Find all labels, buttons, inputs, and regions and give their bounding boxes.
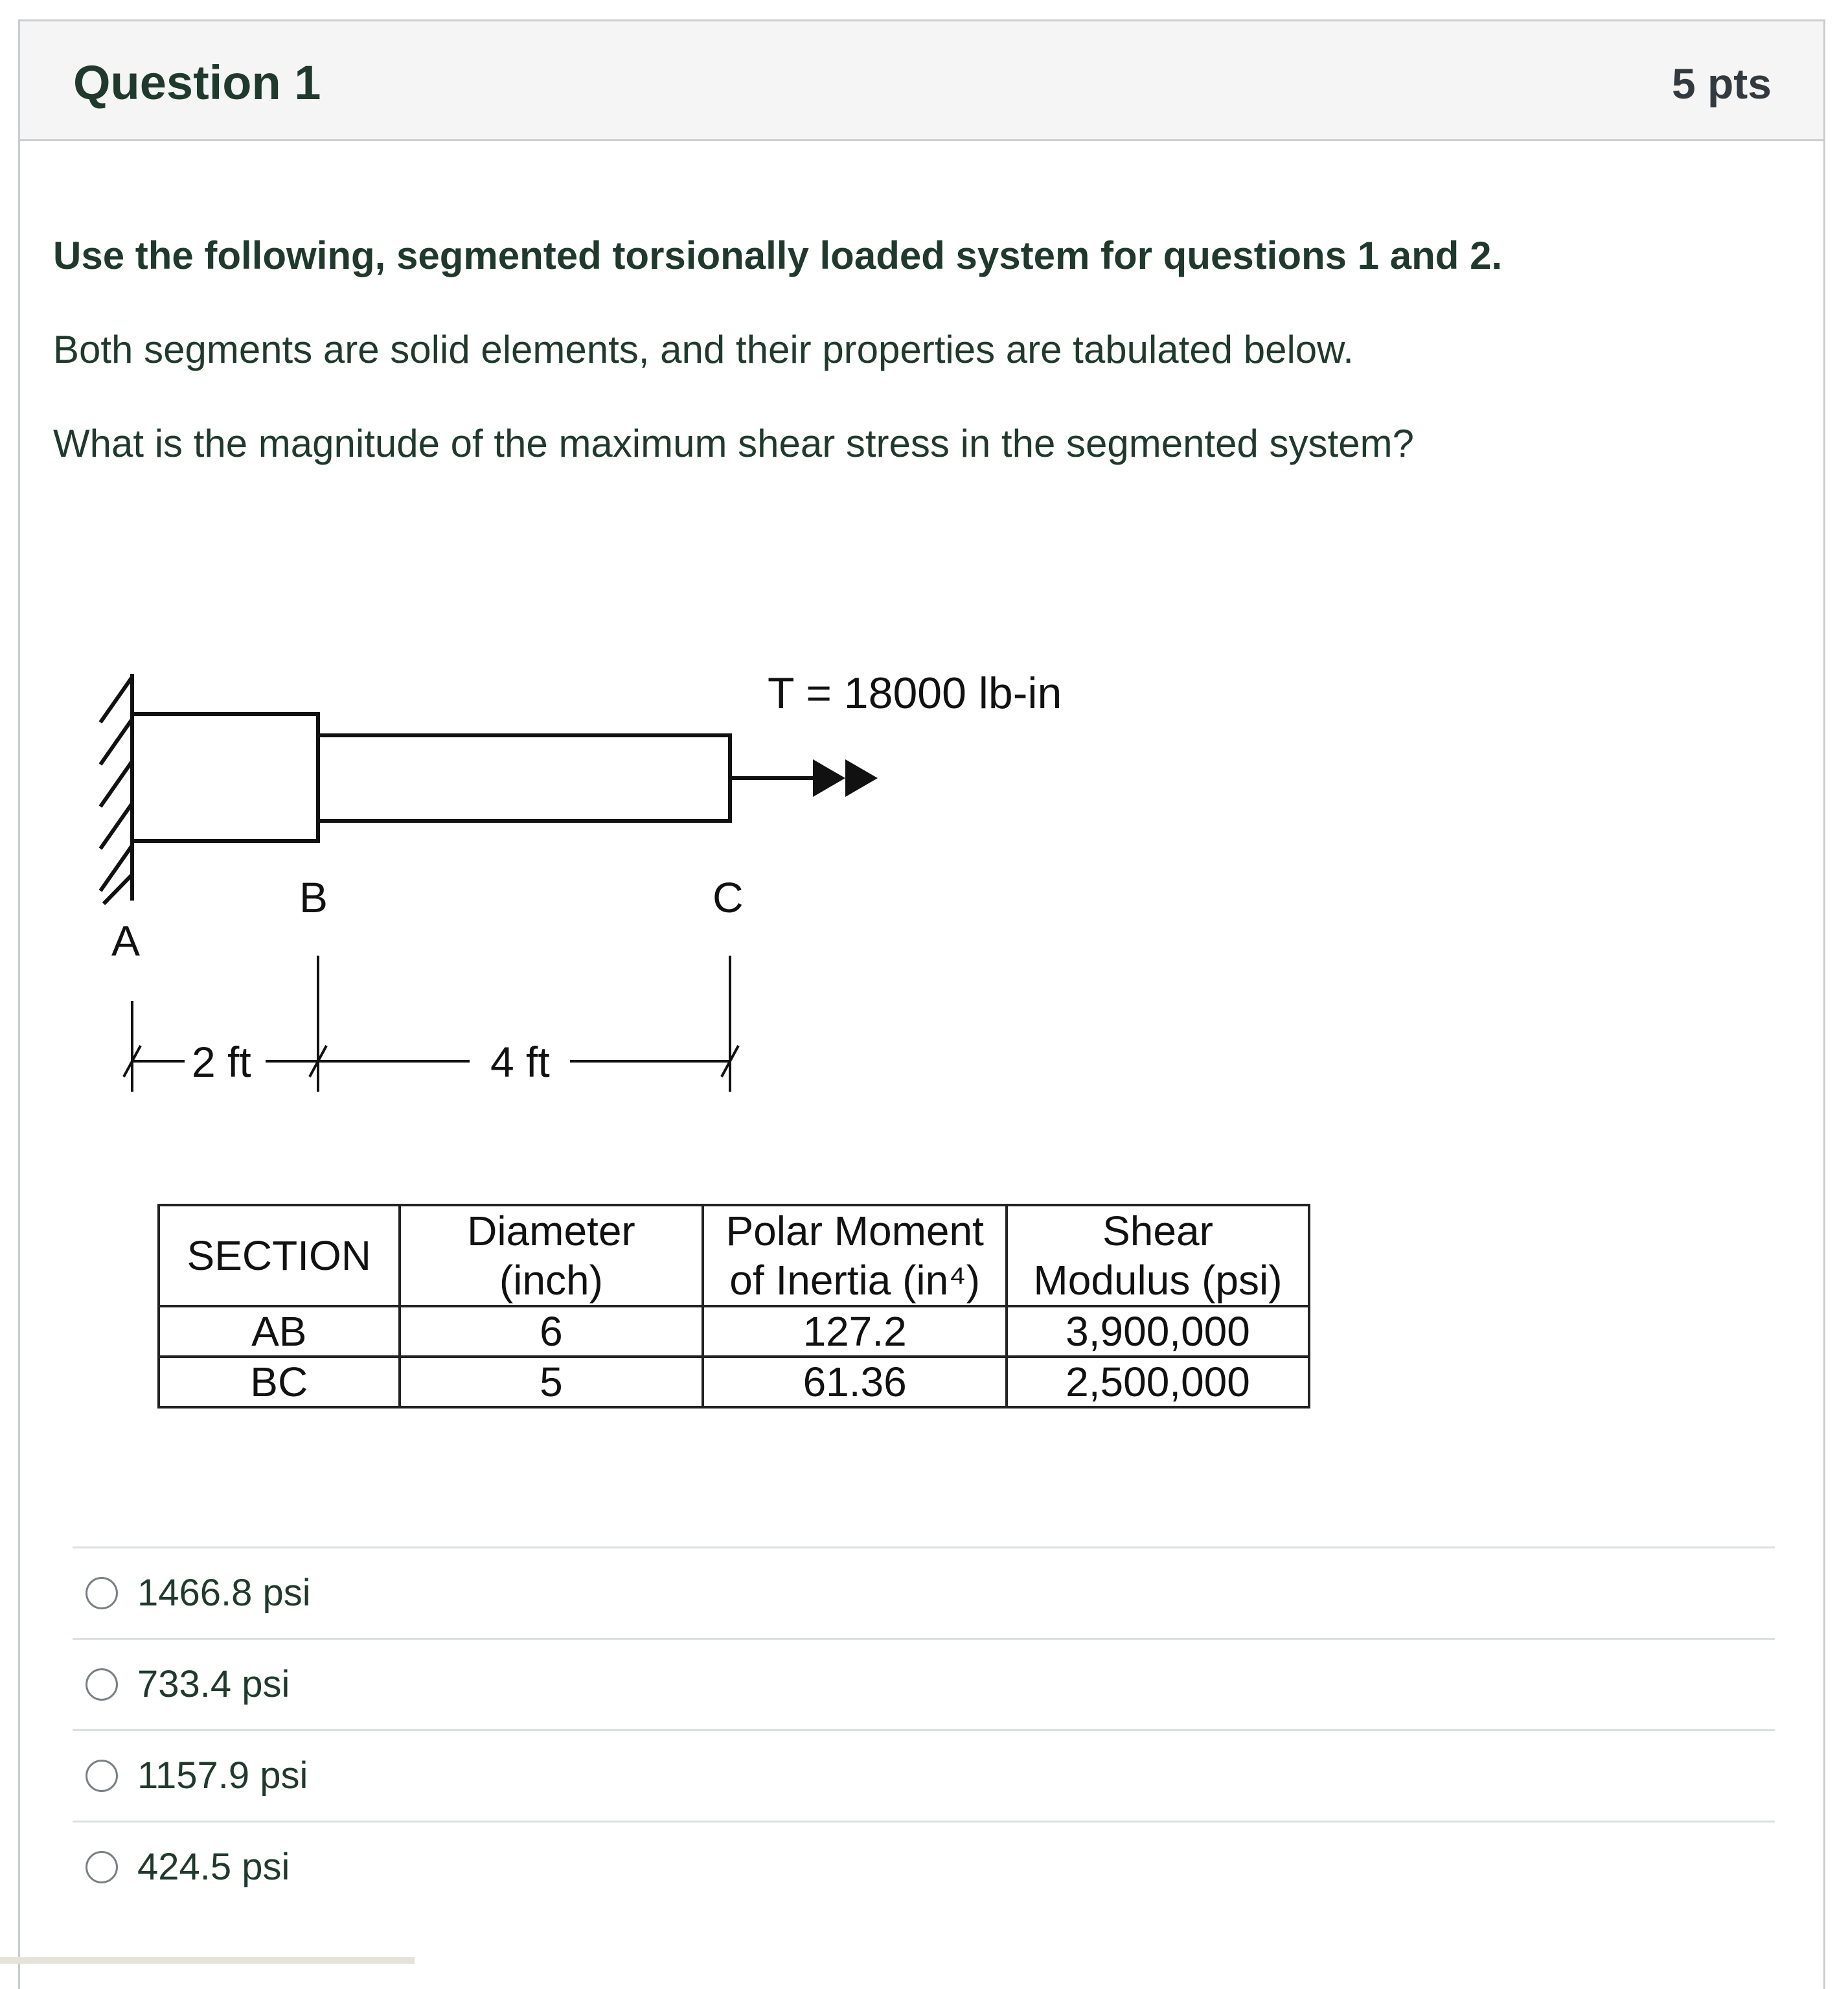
table-header-shear-modulus: Shear Modulus (psi) (1007, 1205, 1309, 1306)
answer-label[interactable]: 1466.8 psi (137, 1572, 311, 1614)
torque-label: T = 18000 lb-in (768, 669, 1062, 718)
segment-bc (318, 735, 730, 821)
question-points: 5 pts (1671, 60, 1772, 108)
radio-button[interactable] (86, 1760, 118, 1792)
answer-label[interactable]: 424.5 psi (137, 1846, 290, 1888)
radio-button[interactable] (86, 1851, 118, 1883)
fixed-wall (100, 674, 132, 904)
point-label-c: C (713, 873, 744, 921)
bottom-scroll-indicator (0, 1957, 415, 1964)
answer-option[interactable] (73, 1822, 1775, 1912)
answer-label[interactable]: 1157.9 psi (137, 1754, 308, 1797)
segment-ab (132, 714, 318, 841)
answer-option[interactable] (73, 1731, 1775, 1822)
question-title: Question 1 (73, 56, 321, 109)
table-row (159, 1357, 1309, 1407)
radio-button[interactable] (86, 1668, 118, 1701)
question-description: Both segments are solid elements, and their properties are tabulated below. (53, 328, 1354, 371)
table-header-row (159, 1205, 1309, 1306)
section-properties-table (157, 1204, 1310, 1408)
point-label-b: B (299, 873, 328, 921)
table-cell: 3,900,000 (1007, 1306, 1309, 1357)
table-cell: 6 (400, 1306, 703, 1357)
dimension-label-bc: 4 ft (490, 1038, 550, 1086)
table-header-section: SECTION (159, 1205, 400, 1306)
table-row (159, 1306, 1309, 1357)
answer-label[interactable]: 733.4 psi (137, 1663, 290, 1705)
answer-option[interactable] (73, 1548, 1775, 1640)
point-label-a: A (111, 917, 141, 965)
table-header-polar-moment: Polar Moment of Inertia (in⁴) (703, 1205, 1007, 1306)
table-cell: 127.2 (703, 1306, 1007, 1357)
table-cell: BC (159, 1357, 400, 1407)
question-prompt: What is the magnitude of the maximum shear stress in the segmented system? (53, 422, 1414, 465)
table-cell: 61.36 (703, 1357, 1007, 1407)
torque-arrow-icon (730, 759, 878, 797)
answer-list (73, 1546, 1775, 1912)
table-cell: 5 (400, 1357, 703, 1407)
question-intro: Use the following, segmented torsionally loaded system for questions 1 and 2. (53, 234, 1503, 277)
answer-option[interactable] (73, 1640, 1775, 1731)
radio-button[interactable] (86, 1577, 118, 1609)
table-cell: AB (159, 1306, 400, 1357)
table-header-diameter: Diameter (inch) (400, 1205, 703, 1306)
table-cell: 2,500,000 (1007, 1357, 1309, 1407)
dimension-label-ab: 2 ft (192, 1038, 251, 1086)
